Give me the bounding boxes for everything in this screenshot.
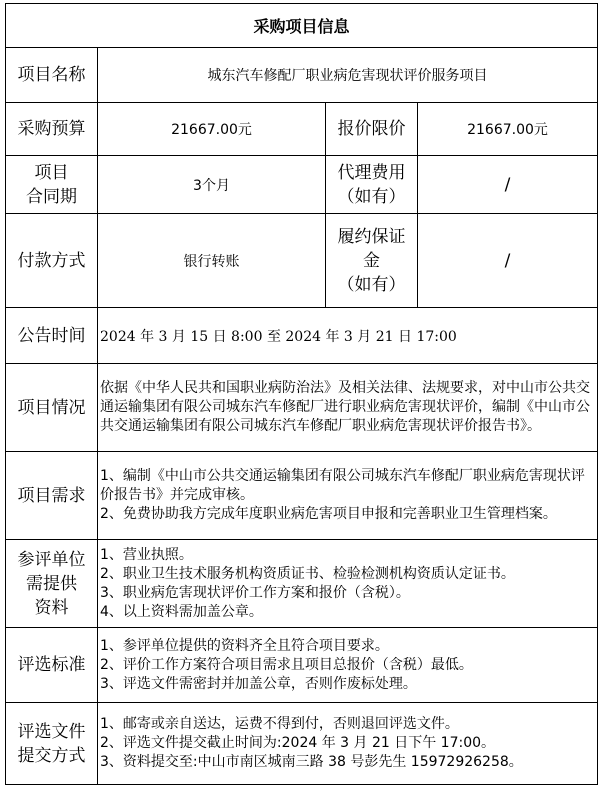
criteria-label: 评选标准 bbox=[6, 628, 98, 703]
requirements-list bbox=[98, 452, 598, 540]
materials-label-line3: 资料 bbox=[34, 597, 69, 618]
situation-label: 项目情况 bbox=[6, 364, 98, 452]
project-name-label: 项目名称 bbox=[6, 48, 98, 103]
material-item: 4、以上资料需加盖公章。 bbox=[100, 603, 263, 620]
requirements-label: 项目需求 bbox=[6, 452, 98, 540]
submission-label-line1: 评选文件 bbox=[17, 721, 86, 742]
price-limit-value: 21667.00元 bbox=[418, 103, 598, 156]
material-item: 3、职业病危害现状评价工作方案和报价（含税）。 bbox=[100, 584, 410, 601]
materials-label-line1: 参评单位 bbox=[17, 549, 86, 570]
agency-fee-label-line1: 代理费用 bbox=[337, 162, 406, 183]
deposit-label-line2: 金 bbox=[363, 250, 380, 271]
requirement-item: 2、免费协助我方完成年度职业病危害项目申报和完善职业卫生管理档案。 bbox=[100, 506, 557, 522]
materials-label-line2: 需提供 bbox=[26, 573, 77, 594]
submission-list bbox=[98, 703, 598, 785]
material-item: 2、职业卫生技术服务机构资质证书、检验检测机构资质认定证书。 bbox=[100, 565, 515, 582]
table-title: 采购项目信息 bbox=[6, 4, 598, 48]
deposit-label-line1: 履约保证 bbox=[337, 226, 406, 247]
contract-period-label bbox=[6, 156, 98, 214]
submission-label bbox=[6, 703, 98, 785]
deposit-label-line3: （如有） bbox=[337, 274, 406, 295]
payment-value: 银行转账 bbox=[98, 214, 326, 308]
submission-item: 2、评选文件提交截止时间为:2024 年 3 月 21 日下午 17:00。 bbox=[100, 735, 496, 751]
materials-label bbox=[6, 540, 98, 628]
submission-item: 1、邮寄或亲自送达，运费不得到付，否则退回评选文件。 bbox=[100, 716, 459, 732]
contract-period-label-line1: 项目 bbox=[34, 162, 69, 183]
price-limit-label: 报价限价 bbox=[326, 103, 418, 156]
deposit-label bbox=[326, 214, 418, 308]
deposit-value: / bbox=[418, 214, 598, 308]
criteria-list bbox=[98, 628, 598, 703]
agency-fee-label bbox=[326, 156, 418, 214]
budget-label: 采购预算 bbox=[6, 103, 98, 156]
announcement-label: 公告时间 bbox=[6, 308, 98, 364]
material-item: 1、营业执照。 bbox=[100, 546, 193, 563]
situation-text: 依据《中华人民共和国职业病防治法》及相关法律、法规要求，对中山市公共交通运输集团有限公司城东汽车修配厂进行职业病危害现状评价，编制《中山市公共交通运输集团有限公司城东汽车修配厂职业病危害现状评价报告书》。 bbox=[98, 364, 598, 452]
contract-period-label-line2: 合同期 bbox=[26, 186, 77, 207]
submission-item: 3、资料提交至:中山市南区城南三路 38 号彭先生 15972926258。 bbox=[100, 754, 523, 770]
contract-period-value: 3个月 bbox=[98, 156, 326, 214]
procurement-info-table bbox=[5, 3, 598, 785]
agency-fee-value: / bbox=[418, 156, 598, 214]
payment-label: 付款方式 bbox=[6, 214, 98, 308]
requirement-item: 1、编制《中山市公共交通运输集团有限公司城东汽车修配厂职业病危害现状评价报告书》并完成审核。 bbox=[100, 468, 585, 503]
agency-fee-label-line2: （如有） bbox=[337, 186, 406, 207]
criteria-item: 1、参评单位提供的资料齐全且符合项目要求。 bbox=[100, 637, 389, 654]
announcement-value: 2024 年 3 月 15 日 8:00 至 2024 年 3 月 21 日 17:00 bbox=[98, 308, 598, 364]
criteria-item: 3、评选文件需密封并加盖公章，否则作废标处理。 bbox=[100, 675, 417, 692]
budget-value: 21667.00元 bbox=[98, 103, 326, 156]
materials-list bbox=[98, 540, 598, 628]
submission-label-line2: 提交方式 bbox=[17, 745, 86, 766]
criteria-item: 2、评价工作方案符合项目需求且项目总报价（含税）最低。 bbox=[100, 656, 473, 673]
project-name-value: 城东汽车修配厂职业病危害现状评价服务项目 bbox=[98, 48, 598, 103]
